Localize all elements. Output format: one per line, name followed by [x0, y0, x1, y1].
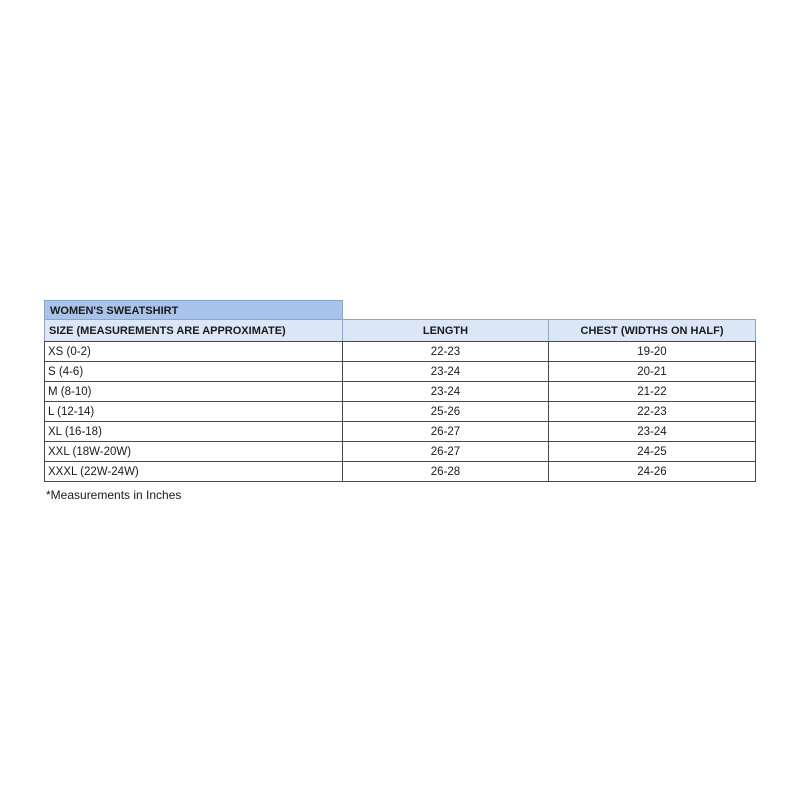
- table-row: [45, 402, 756, 422]
- cell-size: M (8-10): [45, 382, 343, 402]
- footnote: *Measurements in Inches: [46, 488, 182, 502]
- cell-chest: 19-20: [549, 342, 756, 362]
- cell-chest: 24-26: [549, 462, 756, 482]
- header-chest: CHEST (WIDTHS ON HALF): [549, 320, 756, 342]
- cell-size: XXXL (22W-24W): [45, 462, 343, 482]
- table-row: [45, 422, 756, 442]
- header-size: SIZE (MEASUREMENTS ARE APPROXIMATE): [45, 320, 343, 342]
- cell-size: XL (16-18): [45, 422, 343, 442]
- cell-length: 26-27: [343, 422, 549, 442]
- header-length: LENGTH: [343, 320, 549, 342]
- cell-size: L (12-14): [45, 402, 343, 422]
- table-row: [45, 462, 756, 482]
- header-row: [45, 320, 756, 342]
- cell-chest: 20-21: [549, 362, 756, 382]
- size-table: [44, 319, 756, 482]
- cell-size: S (4-6): [45, 362, 343, 382]
- size-chart: [44, 299, 756, 502]
- cell-size: XS (0-2): [45, 342, 343, 362]
- title-row: [44, 299, 756, 319]
- cell-length: 23-24: [343, 362, 549, 382]
- cell-length: 23-24: [343, 382, 549, 402]
- cell-length: 26-28: [343, 462, 549, 482]
- cell-chest: 21-22: [549, 382, 756, 402]
- table-title: WOMEN'S SWEATSHIRT: [44, 300, 343, 319]
- table-row: [45, 342, 756, 362]
- table-row: [45, 442, 756, 462]
- cell-chest: 22-23: [549, 402, 756, 422]
- table-row: [45, 382, 756, 402]
- table-row: [45, 362, 756, 382]
- cell-chest: 23-24: [549, 422, 756, 442]
- cell-chest: 24-25: [549, 442, 756, 462]
- cell-length: 26-27: [343, 442, 549, 462]
- cell-length: 25-26: [343, 402, 549, 422]
- cell-length: 22-23: [343, 342, 549, 362]
- cell-size: XXL (18W-20W): [45, 442, 343, 462]
